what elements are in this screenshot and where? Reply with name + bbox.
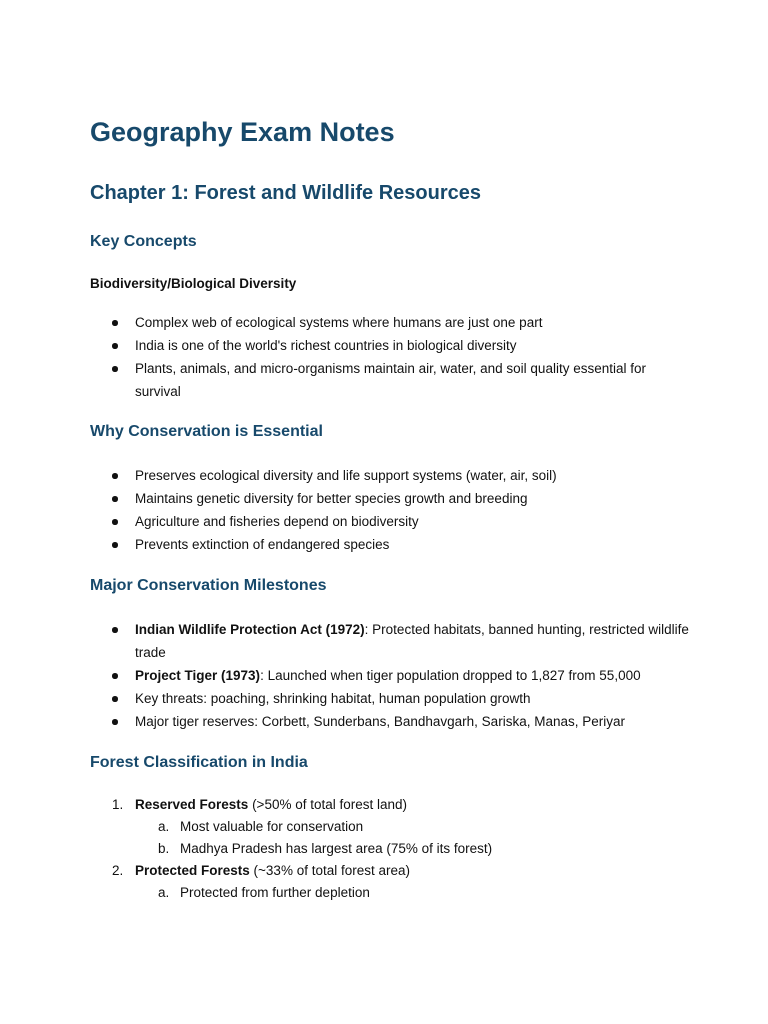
list-item: 1. Reserved Forests (>50% of total forest land) <box>112 797 408 812</box>
document-title: Geography Exam Notes <box>90 117 395 147</box>
list-item: Maintains genetic diversity for better species growth and breeding <box>90 487 690 510</box>
list-item: Prevents extinction of endangered species <box>90 533 690 556</box>
list-item: Indian Wildlife Protection Act (1972): Protected habitats, banned hunting, restricted wildlife trade <box>90 618 690 664</box>
bullet-icon <box>112 320 118 326</box>
biodiversity-subheading: Biodiversity/Biological Diversity <box>90 276 297 291</box>
list-item: a. Most valuable for conservation <box>158 819 364 834</box>
conservation-list <box>90 464 690 556</box>
list-item: Major tiger reserves: Corbett, Sunderbans, Bandhavgarh, Sariska, Manas, Periyar <box>90 710 690 733</box>
list-item: Key threats: poaching, shrinking habitat, human population growth <box>90 687 690 710</box>
list-item: 2. Protected Forests (~33% of total forest area) <box>112 863 411 878</box>
bullet-icon <box>112 696 118 702</box>
key-concepts-list <box>90 311 690 403</box>
bullet-icon <box>112 627 118 633</box>
bullet-icon <box>112 673 118 679</box>
bullet-icon <box>112 542 118 548</box>
chapter-heading: Chapter 1: Forest and Wildlife Resources <box>90 182 482 204</box>
list-item: a. Protected from further depletion <box>158 885 370 900</box>
key-concepts-heading: Key Concepts <box>90 233 197 250</box>
classification-list <box>90 794 690 904</box>
bullet-icon <box>112 496 118 502</box>
list-item: Complex web of ecological systems where humans are just one part <box>90 311 690 334</box>
bullet-icon <box>112 343 118 349</box>
list-item: b. Madhya Pradesh has largest area (75% of its forest) <box>158 841 493 856</box>
list-item: India is one of the world's richest countries in biological diversity <box>90 334 690 357</box>
list-item: Project Tiger (1973): Launched when tiger population dropped to 1,827 from 55,000 <box>90 664 690 687</box>
bullet-icon <box>112 366 118 372</box>
conservation-heading: Why Conservation is Essential <box>90 423 323 440</box>
bullet-icon <box>112 473 118 479</box>
milestones-list <box>90 618 690 733</box>
classification-heading: Forest Classification in India <box>90 754 308 771</box>
milestones-heading: Major Conservation Milestones <box>90 577 327 594</box>
list-item: Preserves ecological diversity and life support systems (water, air, soil) <box>90 464 690 487</box>
bullet-icon <box>112 519 118 525</box>
bullet-icon <box>112 719 118 725</box>
list-item: Agriculture and fisheries depend on biodiversity <box>90 510 690 533</box>
list-item: Plants, animals, and micro-organisms maintain air, water, and soil quality essential for survival <box>90 357 690 403</box>
